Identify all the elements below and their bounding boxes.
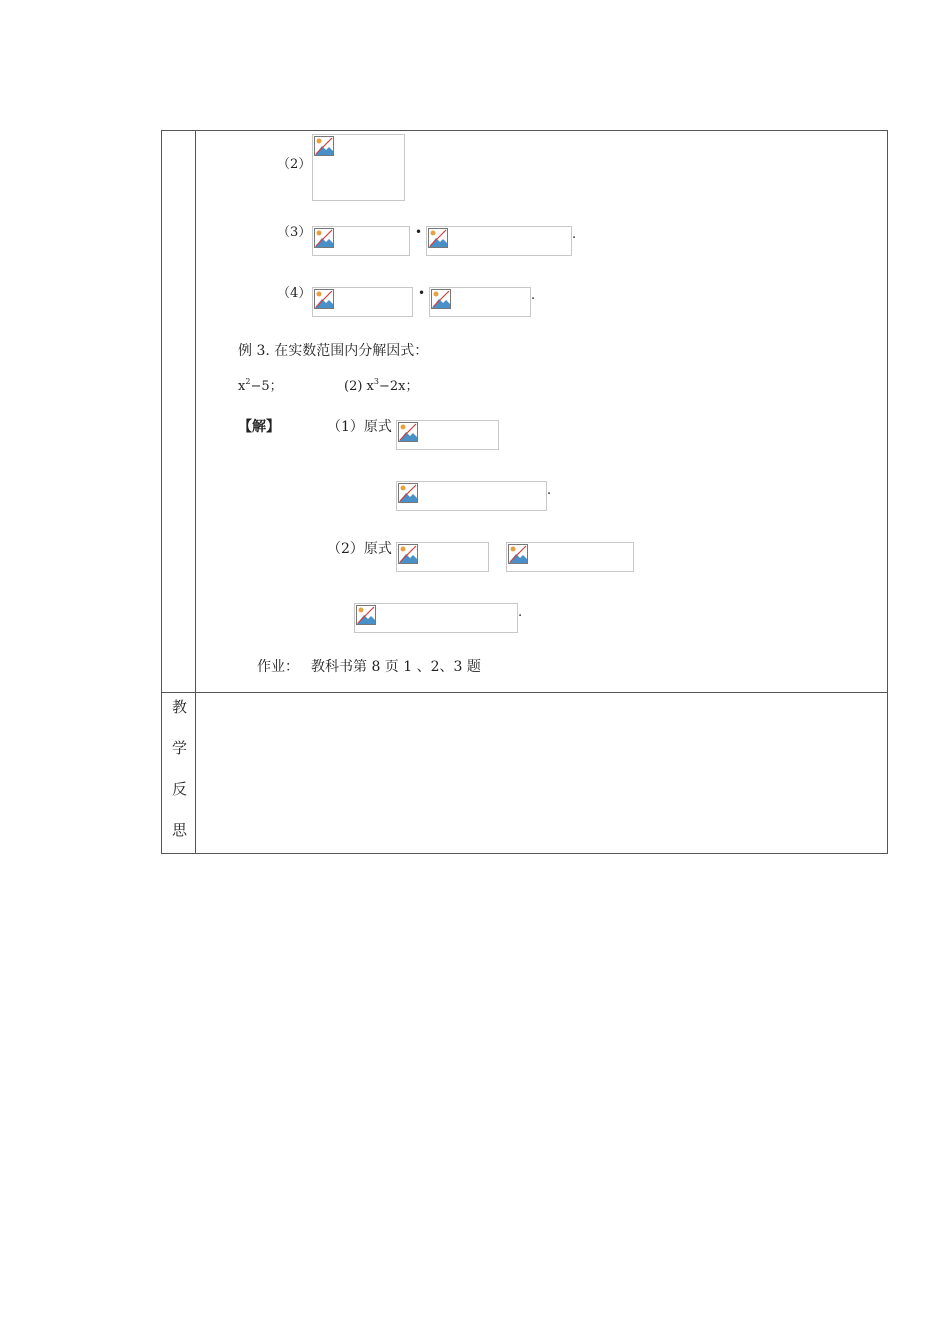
formula-image <box>354 603 518 633</box>
broken-image-icon <box>398 544 418 564</box>
row-divider <box>162 692 887 693</box>
example-3-title: 例 3. 在实数范围内分解因式： <box>238 343 429 359</box>
formula-image <box>312 226 410 256</box>
reflection-char: 教 <box>172 698 188 716</box>
solution-part-2-label: （2）原式 <box>327 541 392 557</box>
solution-part-1-label: （1）原式 <box>327 419 392 435</box>
reflection-char: 反 <box>172 780 188 798</box>
broken-image-icon <box>431 289 451 309</box>
reflection-char: 思 <box>172 821 188 839</box>
broken-image-icon <box>314 289 334 309</box>
multiply-dot: • <box>418 286 426 300</box>
formula-image <box>429 287 531 317</box>
problem-2: (2) $x^3-2x$； <box>344 377 419 394</box>
formula-image <box>506 542 634 572</box>
period: . <box>572 227 577 242</box>
formula-image <box>396 481 547 511</box>
multiply-dot: • <box>415 225 423 239</box>
item-2-label: （2） <box>277 157 312 172</box>
column-divider <box>195 131 196 853</box>
broken-image-icon <box>398 422 418 442</box>
broken-image-icon <box>314 136 334 156</box>
formula-image <box>312 287 413 317</box>
solution-label: 【解】 <box>238 419 280 435</box>
reflection-char: 学 <box>172 739 188 757</box>
broken-image-icon <box>398 483 418 503</box>
broken-image-icon <box>428 228 448 248</box>
period: . <box>518 605 523 620</box>
homework-content: 教科书第 8 页 1 、2、3 题 <box>311 659 481 675</box>
formula-image <box>312 134 405 201</box>
item-3-label: （3） <box>277 225 312 240</box>
formula-image <box>426 226 572 256</box>
broken-image-icon <box>508 544 528 564</box>
period: . <box>531 288 536 303</box>
broken-image-icon <box>356 605 376 625</box>
broken-image-icon <box>314 228 334 248</box>
problem-1: $x^2-5$； <box>238 377 283 394</box>
period: . <box>547 483 552 498</box>
homework-label: 作业： <box>257 659 299 675</box>
formula-image <box>396 420 499 450</box>
formula-image <box>396 542 489 572</box>
item-4-label: （4） <box>277 286 312 301</box>
